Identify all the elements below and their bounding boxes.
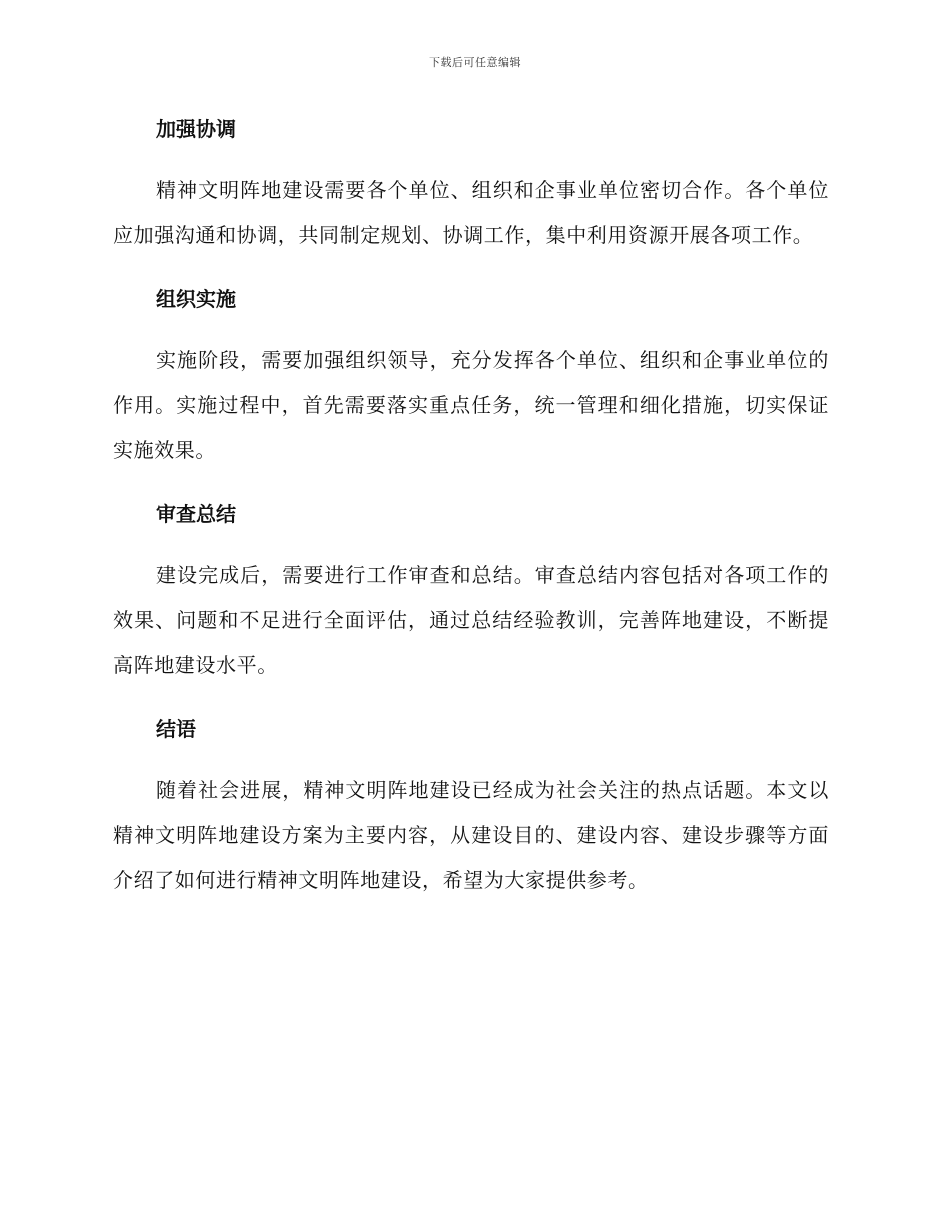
section-coordination <box>113 112 829 258</box>
document-content <box>113 112 829 927</box>
section-paragraph: 实施阶段，需要加强组织领导，充分发挥各个单位、组织和企事业单位的作用。实施过程中，首先需要落实重点任务，统一管理和细化措施，切实保证实施效果。 <box>113 348 829 462</box>
section-heading: 结语 <box>156 717 196 741</box>
section-implementation <box>113 282 829 473</box>
section-paragraph: 精神文明阵地建设需要各个单位、组织和企事业单位密切合作。各个单位应加强沟通和协调，共同制定规划、协调工作，集中利用资源开展各项工作。 <box>113 178 829 247</box>
section-conclusion <box>113 712 829 903</box>
section-heading: 组织实施 <box>156 287 236 311</box>
section-heading: 加强协调 <box>156 117 236 141</box>
section-paragraph: 建设完成后，需要进行工作审查和总结。审查总结内容包括对各项工作的效果、问题和不足进行全面评估，通过总结经验教训，完善阵地建设，不断提高阵地建设水平。 <box>113 563 829 677</box>
section-paragraph: 随着社会进展，精神文明阵地建设已经成为社会关注的热点话题。本文以精神文明阵地建设方案为主要内容，从建设目的、建设内容、建设步骤等方面介绍了如何进行精神文明阵地建设，希望为大家提供参考。 <box>113 778 829 892</box>
section-review <box>113 497 829 688</box>
header-note: 下载后可任意编辑 <box>429 56 521 69</box>
section-heading: 审查总结 <box>156 502 236 526</box>
